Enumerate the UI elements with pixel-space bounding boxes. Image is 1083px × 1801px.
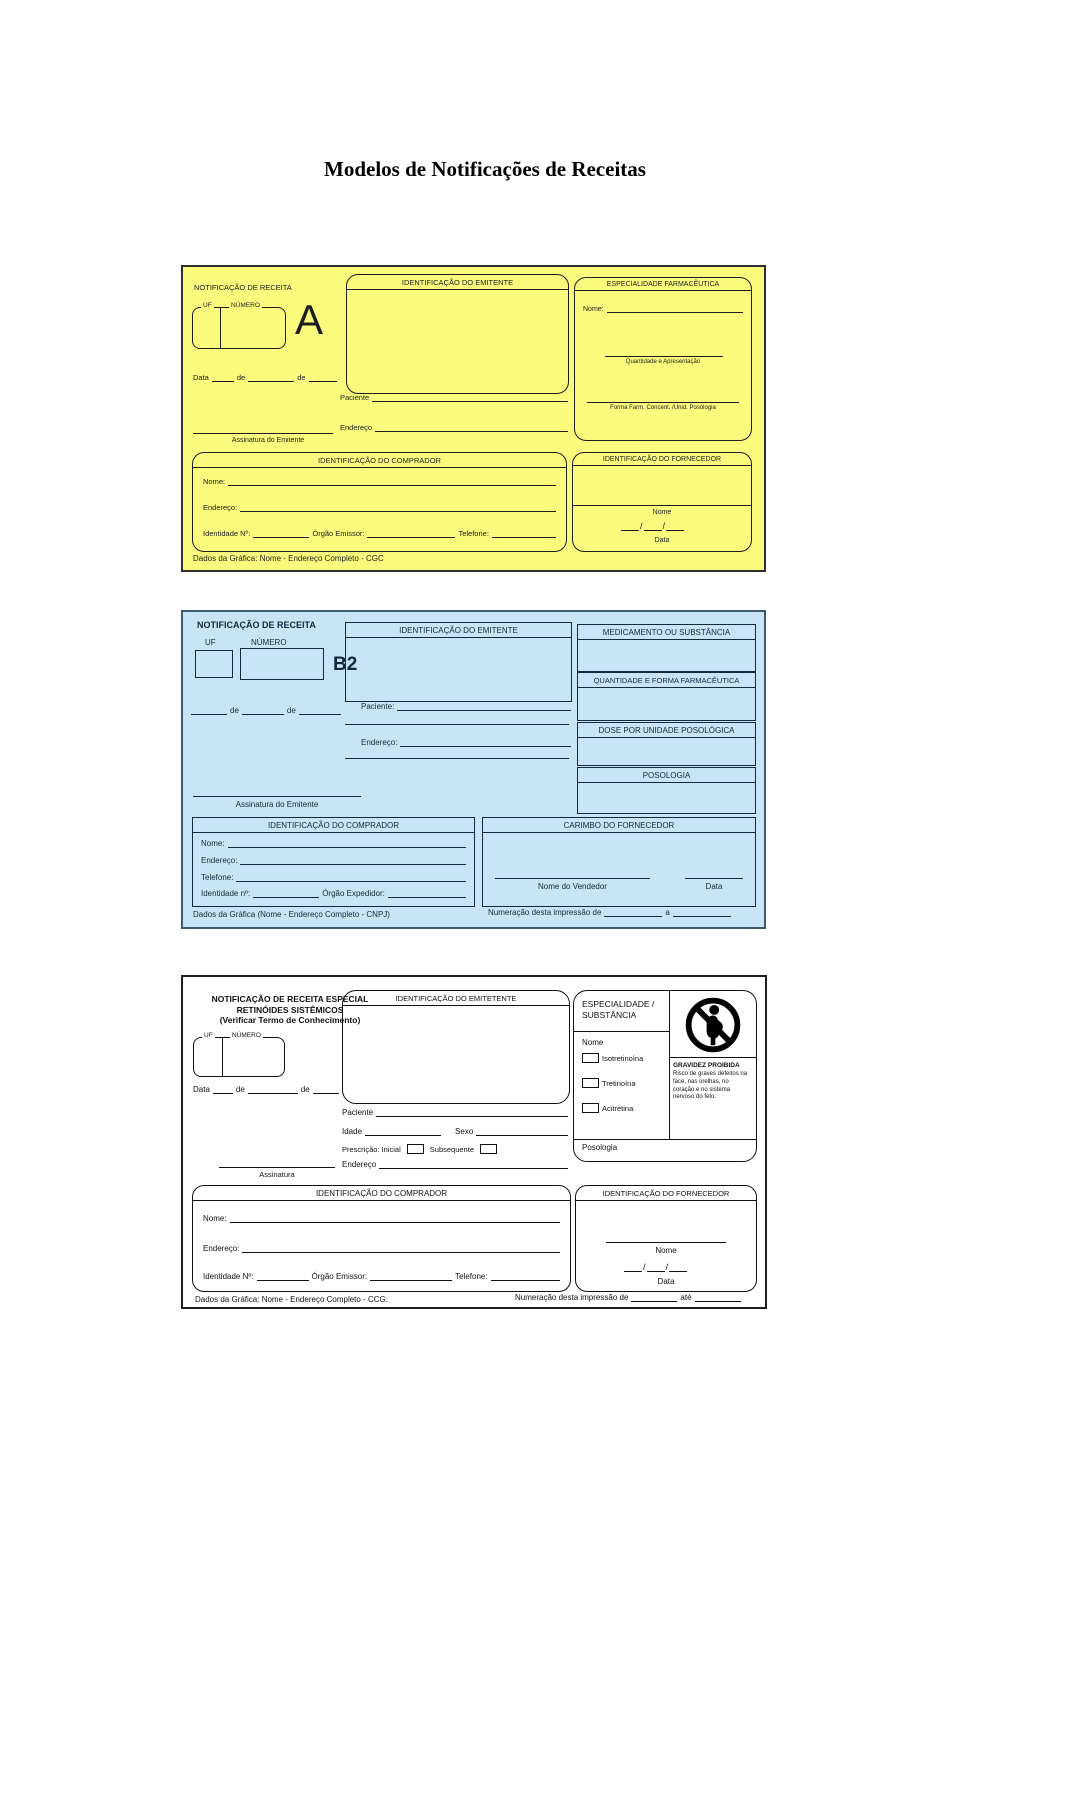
blank-line (212, 373, 234, 382)
emitente-title: IDENTIFICAÇÃO DO EMITETENTE (343, 991, 569, 1006)
carimbo-title: CARIMBO DO FORNECEDOR (483, 818, 755, 833)
divider (574, 1139, 756, 1140)
blank-line (240, 856, 466, 865)
form-b2 (181, 610, 766, 929)
signature-label: Assinatura (259, 1170, 295, 1179)
forma-label: Forma Farm. Concent. /Unid. Posologia (610, 405, 716, 411)
form-b2-letter: B2 (333, 654, 358, 675)
orgao-emissor-label: Órgão Emissor: (311, 1272, 368, 1281)
blank-line (685, 878, 743, 879)
numeracao-label: Numeração desta impressão de (488, 908, 602, 917)
form-b2-medicamento-box (577, 624, 756, 672)
blank-line (388, 889, 466, 898)
comprador-telefone-line (201, 873, 466, 882)
form-b2-quantidade-box (577, 672, 756, 721)
signature-label: Assinatura do Emitente (231, 437, 305, 444)
blank-line (309, 373, 337, 382)
identidade-label: Identidade nº: (201, 889, 251, 898)
blank-line (491, 1272, 560, 1281)
numero-label: NÚMERO (232, 1032, 261, 1039)
comprador-endereco-line (201, 856, 466, 865)
blank-line (191, 706, 227, 715)
signature-line (193, 433, 333, 434)
form-a-uf-numero-box (192, 302, 286, 349)
blank-line (673, 908, 731, 917)
form-b2-endereco-line (361, 738, 571, 747)
medicamento-title: MEDICAMENTO OU SUBSTÂNCIA (578, 625, 755, 640)
uf-label: UF (203, 302, 212, 309)
form-a-fornecedor-box (572, 452, 752, 552)
form-b2-carimbo-box (482, 817, 756, 907)
comprador-nome-line (201, 839, 466, 848)
dose-title: DOSE POR UNIDADE POSOLÓGICA (578, 723, 755, 738)
warning-title: GRAVIDEZ PROIBIDA (673, 1062, 740, 1069)
blank-line (492, 529, 556, 538)
blank-line (621, 522, 639, 531)
form-a-especialidade-box (574, 277, 752, 441)
fornecedor-title: IDENTIFICAÇÃO DO FORNECEDOR (576, 1186, 756, 1201)
blank-line (236, 873, 466, 882)
blank-line (606, 1242, 726, 1243)
blank-line (631, 1293, 677, 1302)
numero-label: NÚMERO (231, 302, 260, 309)
form-a-letter: A (295, 296, 324, 343)
blank-line (230, 1214, 560, 1223)
blank-line (370, 1272, 452, 1281)
form-a-paciente-line (340, 393, 568, 402)
blank-line (587, 402, 739, 403)
comprador-title: IDENTIFICAÇÃO DO COMPRADOR (193, 818, 474, 833)
nome-label: Nome: (203, 1214, 227, 1223)
uf-label: UF (204, 1032, 213, 1039)
form-b2-comprador-box (192, 817, 475, 907)
paciente-label: Paciente (340, 393, 370, 402)
blank-line (313, 1085, 339, 1094)
numero-box (240, 648, 324, 680)
ate-label: até (680, 1293, 692, 1302)
form-a-emitente-box (346, 274, 569, 394)
slash: / (662, 521, 666, 531)
form-b2-footer-right (488, 908, 750, 917)
form-r-comprador-box (192, 1185, 571, 1292)
form-b2-footer-left: Dados da Gráfica (Nome - Endereço Completo - CNPJ) (193, 910, 390, 919)
divider (669, 1057, 756, 1058)
fornecedor-data-label: Data (654, 537, 670, 544)
blank-line (213, 1085, 233, 1094)
page-title: Modelos de Notificações de Receitas (324, 157, 646, 181)
blank-line (666, 522, 684, 531)
telefone-label: Telefone: (201, 873, 234, 882)
blank-line (647, 1263, 665, 1272)
endereco-label: Endereço (340, 423, 373, 432)
blank-line (644, 522, 662, 531)
divider (222, 1038, 223, 1076)
blank-line (397, 702, 571, 711)
idade-label: Idade (342, 1127, 363, 1136)
identidade-label: Identidade Nº: (203, 529, 251, 538)
blank-line (242, 706, 284, 715)
a-label: a (665, 908, 670, 917)
blank-line (228, 839, 466, 848)
form-a-footer: Dados da Gráfica: Nome - Endereço Completo - CGC (193, 554, 384, 563)
vendedor-label: Nome do Vendedor (538, 882, 607, 891)
blank-line (695, 1293, 741, 1302)
comprador-endereco-line (203, 1244, 560, 1253)
comprador-title: IDENTIFICAÇÃO DO COMPRADOR (193, 453, 566, 468)
form-r-fornecedor-box (575, 1185, 757, 1292)
form-r-footer-left: Dados da Gráfica: Nome - Endereço Completo - CCG: (195, 1295, 388, 1304)
form-a (181, 265, 766, 572)
signature-line (219, 1167, 335, 1168)
esp-nome-line (583, 304, 743, 313)
form-a-endereco-line (340, 423, 568, 432)
signature-label: Assinatura do Emitente (235, 800, 319, 809)
form-r-footer-right (515, 1293, 755, 1302)
form-b2-posologia-box (577, 767, 756, 814)
form-b2-paciente-line (361, 702, 571, 711)
blank-line (240, 503, 556, 512)
subsequente-checkbox (480, 1144, 497, 1154)
subsequente-label: Subsequente (429, 1144, 474, 1154)
divider (573, 505, 751, 506)
divider (669, 991, 670, 1139)
form-a-comprador-box (192, 452, 567, 552)
pregnancy-prohibited-icon (684, 996, 742, 1054)
especialidade-title (582, 999, 654, 1021)
fornecedor-date-slashes (624, 1262, 708, 1272)
blank-line (372, 393, 568, 402)
data-label: Data (193, 1085, 210, 1094)
slash: / (665, 1262, 669, 1272)
form-retinoides (181, 975, 767, 1309)
comprador-identidade-line (203, 529, 556, 538)
blank-line (476, 1127, 568, 1136)
nome-label: Nome: (201, 839, 225, 848)
blank-line (379, 1160, 568, 1169)
blank-line (345, 758, 569, 759)
slash: / (640, 521, 643, 531)
sexo-label: Sexo (455, 1127, 474, 1136)
quantidade-title: QUANTIDADE E FORMA FARMACÊUTICA (578, 673, 755, 688)
fornecedor-nome-label: Nome (652, 509, 672, 516)
drug-row (582, 1078, 666, 1088)
blank-line (607, 304, 743, 313)
numero-label: NÚMERO (251, 638, 287, 647)
blank-line (367, 529, 455, 538)
prescricao-inicial-label: Prescrição: Inicial (342, 1144, 401, 1154)
header-line-1: NOTIFICAÇÃO DE RECEITA ESPECIAL (211, 994, 369, 1004)
telefone-label: Telefone: (458, 529, 489, 538)
form-b2-dose-box (577, 722, 756, 766)
data-label: Data (193, 373, 209, 382)
form-r-date-line (193, 1085, 353, 1094)
comprador-endereco-line (203, 503, 556, 512)
blank-line (376, 1108, 568, 1117)
blank-line (365, 1127, 441, 1136)
de-label: de (300, 1085, 310, 1094)
blank-line (248, 373, 294, 382)
especialidade-title-line1: ESPECIALIDADE / (582, 999, 655, 1009)
comprador-nome-line (203, 1214, 560, 1223)
fornecedor-nome-label: Nome (655, 1246, 677, 1255)
paciente-label: Paciente: (361, 702, 395, 711)
blank-line (345, 724, 569, 725)
de-label: de (297, 373, 306, 382)
endereco-label: Endereço: (201, 856, 238, 865)
form-r-paciente-line (342, 1108, 568, 1117)
header-line-3: (Verificar Termo de Conhecimento) (219, 1015, 361, 1026)
data-label: Data (705, 882, 723, 891)
slash: / (643, 1262, 646, 1272)
form-a-date-line (193, 373, 348, 382)
form-b2-date-line (191, 706, 359, 715)
acitretina-label: Acitretina (602, 1103, 634, 1113)
form-a-header: NOTIFICAÇÃO DE RECEITA (194, 283, 292, 292)
numeracao-label: Numeração desta impressão de (515, 1293, 629, 1302)
especialidade-title: ESPECIALIDADE FARMACÊUTICA (575, 278, 751, 291)
comprador-nome-line (203, 477, 556, 486)
comprador-identidade-line (201, 889, 466, 898)
form-r-emitente-box (342, 990, 570, 1104)
header-line-2: RETINÓIDES SISTÊMICOS (236, 1004, 344, 1015)
blank-line (253, 889, 319, 898)
emitente-title: IDENTIFICAÇÃO DO EMITENTE (347, 275, 568, 290)
blank-line (242, 1244, 560, 1253)
orgao-expedidor-label: Órgão Expedidor: (322, 889, 385, 898)
divider (220, 308, 221, 348)
isotretinoina-checkbox (582, 1053, 599, 1063)
fornecedor-title: IDENTIFICAÇÃO DO FORNECEDOR (573, 453, 751, 466)
blank-line (669, 1263, 687, 1272)
form-r-especialidade-box (573, 990, 757, 1162)
divider (574, 1031, 669, 1032)
form-r-endereco-line (342, 1160, 568, 1169)
endereco-label: Endereço: (203, 503, 238, 512)
quantidade-label: Quantidade e Apresentação (625, 359, 701, 365)
form-r-idade-sexo-line (342, 1127, 568, 1136)
endereco-label: Endereço: (361, 738, 398, 747)
de-label: de (236, 373, 246, 382)
de-label: de (286, 706, 296, 715)
uf-label: UF (205, 638, 216, 647)
drug-row (582, 1103, 666, 1113)
comprador-title: IDENTIFICAÇÃO DO COMPRADOR (193, 1186, 570, 1201)
blank-line (299, 706, 341, 715)
telefone-label: Telefone: (455, 1272, 488, 1281)
warning-text: Risco de graves defeitos na face, nas orelhas, no coração e no sistema nervoso do feto. (673, 1071, 748, 1101)
tretinoina-label: Tretinoína (602, 1078, 636, 1088)
comprador-identidade-line (203, 1272, 560, 1281)
nome-label: Nome: (203, 477, 226, 486)
endereco-label: Endereço (342, 1160, 377, 1169)
blank-line (495, 878, 650, 879)
blank-line (257, 1272, 309, 1281)
nome-label: Nome (582, 1038, 604, 1047)
drug-row (582, 1053, 666, 1063)
form-b2-header: NOTIFICAÇÃO DE RECEITA (197, 620, 316, 630)
form-b2-emitente-box (345, 622, 572, 702)
form-r-prescricao-line (342, 1144, 568, 1154)
blank-line (248, 1085, 298, 1094)
orgao-emissor-label: Órgão Emissor: (312, 529, 365, 538)
blank-line (624, 1263, 642, 1272)
fornecedor-date-slashes (621, 521, 705, 531)
blank-line (253, 529, 309, 538)
blank-line (228, 477, 556, 486)
posologia-title: POSOLOGIA (578, 768, 755, 783)
form-r-uf-numero-box (193, 1032, 285, 1077)
fornecedor-data-label: Data (657, 1277, 675, 1286)
paciente-label: Paciente (342, 1108, 374, 1117)
blank-line (375, 423, 568, 432)
acitretina-checkbox (582, 1103, 599, 1113)
de-label: de (235, 1085, 245, 1094)
posologia-label: Posologia (582, 1143, 618, 1152)
emitente-title: IDENTIFICAÇÃO DO EMITENTE (346, 623, 571, 638)
identidade-label: Identidade Nº: (203, 1272, 254, 1281)
blank-line (605, 356, 723, 357)
endereco-label: Endereço: (203, 1244, 240, 1253)
uf-box (195, 650, 233, 678)
signature-line (193, 796, 361, 797)
blank-line (604, 908, 662, 917)
de-label: de (230, 706, 239, 715)
nome-label: Nome: (583, 306, 604, 313)
tretinoina-checkbox (582, 1078, 599, 1088)
especialidade-title-line2: SUBSTÂNCIA (582, 1010, 637, 1021)
isotretinoina-label: Isotretinoína (602, 1053, 644, 1063)
blank-line (400, 738, 571, 747)
inicial-checkbox (407, 1144, 424, 1154)
